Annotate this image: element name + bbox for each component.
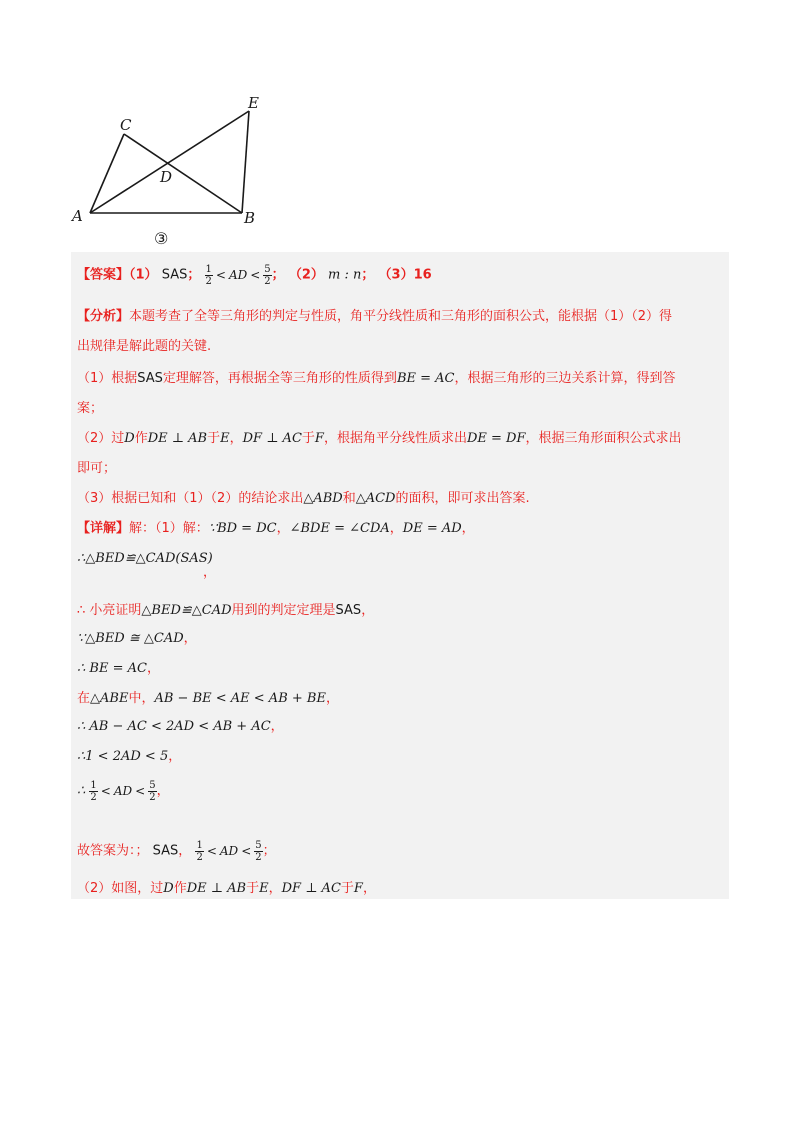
answer-section: [71, 252, 729, 899]
answer-range: $\frac{1}{2}$ < AD < $\frac{5}{2}$: [205, 263, 271, 287]
detail-line-1: 【详解】解：（1）解：∵BD = DC，∠BDE = ∠CDA，DE = AD，: [77, 521, 475, 536]
analysis-step-2: （2）过D作DE ⊥ AB于E，DF ⊥ AC于F，根据角平分线性质求出DE = DF，根据三角形面积公式求出: [77, 431, 682, 446]
figure-number: ③: [154, 229, 169, 248]
analysis-step-3: （3）根据已知和（1）（2）的结论求出△ABD和△ACD的面积，即可求出答案.: [77, 491, 530, 506]
detail-tag: 【详解】: [77, 521, 130, 536]
analysis-line-1: 【分析】本题考查了全等三角形的判定与性质，角平分线性质和三角形的面积公式，能根据（1）（2）得: [77, 309, 673, 324]
detail-line-2: ∴△BED≌△CAD(SAS): [77, 551, 213, 566]
analysis-step-1: （1）根据SAS定理解答，再根据全等三角形的性质得到BE = AC，根据三角形的三边关系计算，得到答: [77, 371, 676, 386]
answer-ratio: m : n: [328, 267, 362, 283]
segment-EB: [242, 111, 249, 213]
analysis-step-1-cont: 案；: [77, 401, 104, 416]
answer-sas: SAS: [161, 267, 188, 283]
answer-tag: 【答案】: [77, 267, 130, 283]
detail-line-5: ∴ BE = AC，: [77, 661, 160, 676]
detail-line-10: 故答案为：； SAS， $\frac{1}{2}$ < AD < $\frac{5}{2}$ ；: [77, 839, 276, 863]
point-label-A: A: [72, 207, 83, 225]
answer-line: 【答案】（1） SAS； $\frac{1}{2}$ < AD < $\frac{5}{2}$ ； （2） m : n； （3）16: [77, 263, 432, 287]
analysis-line-2: 出规律是解此题的关键.: [77, 339, 212, 354]
detail-line-11: （2）如图，过D作DE ⊥ AB于E，DF ⊥ AC于F，: [77, 881, 376, 896]
segment-AE: [90, 111, 249, 213]
analysis-tag: 【分析】: [77, 309, 130, 324]
point-label-D: D: [160, 168, 173, 186]
answer-value-3: 16: [413, 267, 432, 283]
point-label-B: B: [244, 209, 256, 227]
detail-line-2-comma: ，: [203, 565, 217, 580]
detail-line-3: ∴ 小亮证明△BED≌△CAD用到的判定定理是SAS，: [77, 603, 375, 618]
detail-line-6: 在△ABE中，AB − BE < AE < AB + BE，: [77, 691, 339, 706]
segment-CB: [124, 134, 242, 213]
detail-line-4: ∵△BED ≅ △CAD，: [77, 631, 197, 646]
detail-line-7: ∴ AB − AC < 2AD < AB + AC，: [77, 719, 284, 734]
geometry-figure: [68, 90, 288, 250]
detail-line-8: ∴1 < 2AD < 5，: [77, 749, 182, 764]
point-label-E: E: [248, 94, 259, 112]
detail-line-9: ∴ $\frac{1}{2}$ < AD < $\frac{5}{2}$ ，: [77, 779, 170, 803]
analysis-step-2-cont: 即可；: [77, 461, 117, 476]
point-label-C: C: [120, 116, 132, 134]
